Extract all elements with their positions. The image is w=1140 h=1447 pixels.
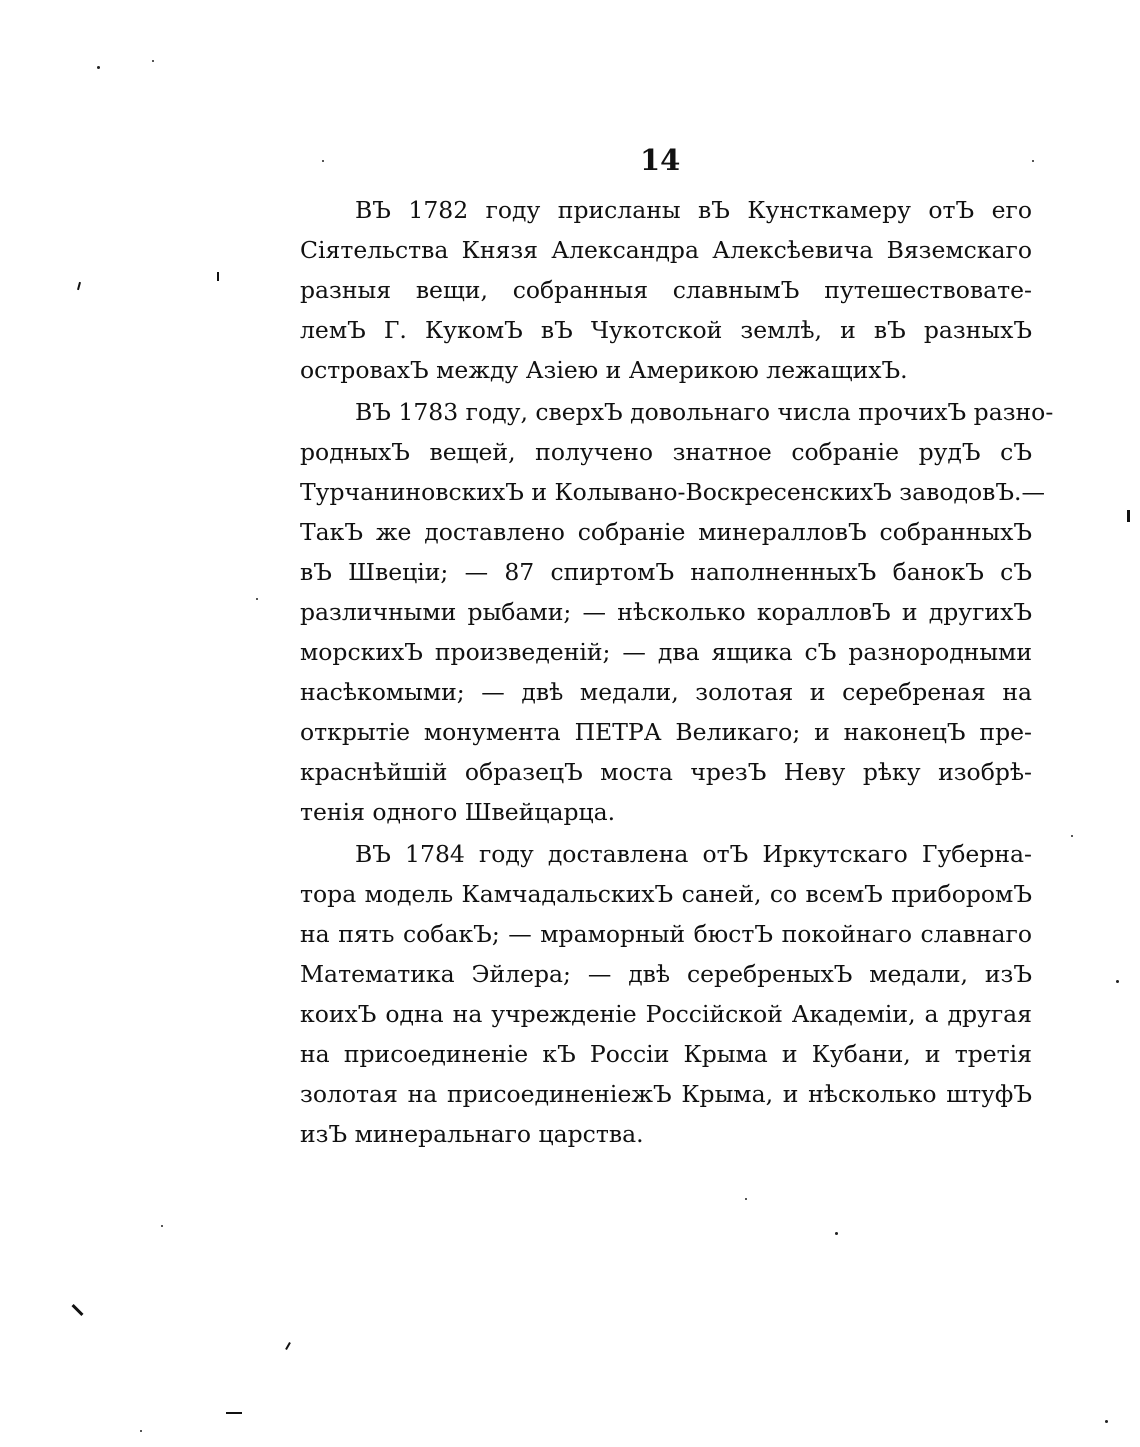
text-line: ВЪ 1783 году, сверхЪ довольнаго числа прочихЪ разно- xyxy=(355,398,1054,426)
paragraph-1782 xyxy=(300,190,1032,390)
text-line: тора модель КамчадальскихЪ саней, со всемЪ приборомЪ xyxy=(300,880,1032,908)
text-line: изЪ минеральнаго царства. xyxy=(300,1120,644,1148)
text-line: коихЪ одна на учрежденіе Россійской Академіи, а другая xyxy=(300,1000,1032,1028)
scan-speck xyxy=(97,66,100,69)
scan-mark xyxy=(285,1342,291,1350)
scan-mark xyxy=(1127,510,1130,522)
text-line: Сіятельства Князя Александра Алексѣевича Вяземскаго xyxy=(300,236,1032,264)
paragraph-1784 xyxy=(300,834,1032,1154)
text-line: ВЪ 1784 году доставлена отЪ Иркутскаго Губерна- xyxy=(355,840,1032,868)
text-line: ТакЪ же доставлено собраніе минералловЪ собранныхЪ xyxy=(300,518,1032,546)
text-line: ВЪ 1782 году присланы вЪ Кунсткамеру отЪ его xyxy=(355,196,1032,224)
scan-mark xyxy=(77,282,81,290)
text-line: открытіе монумента ПЕТРА Великаго; и наконецЪ пре- xyxy=(300,718,1032,746)
text-line: на присоединеніе кЪ Россіи Крыма и Кубани, и третія xyxy=(300,1040,1032,1068)
text-line: золотая на присоединеніежЪ Крыма, и нѣсколько штуфЪ xyxy=(300,1080,1032,1108)
scan-mark xyxy=(217,272,219,281)
scan-mark xyxy=(71,1304,83,1316)
scan-mark xyxy=(226,1412,242,1414)
text-line: тенія одного Швейцарца. xyxy=(300,798,616,826)
text-line: краснѣйшій образецЪ моста чрезЪ Неву рѣку изобрѣ- xyxy=(300,758,1032,786)
scan-speck xyxy=(1105,1420,1108,1423)
scan-speck xyxy=(322,160,324,162)
body-text xyxy=(300,190,1054,1156)
scan-speck xyxy=(140,1430,142,1432)
text-line: Математика Эйлера; — двѣ серебреныхЪ медали, изЪ xyxy=(300,960,1032,988)
text-line: островахЪ между Азіею и Америкою лежащихЪ. xyxy=(300,356,908,384)
text-line: разныя вещи, собранныя славнымЪ путешествовате- xyxy=(300,276,1032,304)
text-line: родныхЪ вещей, получено знатное собраніе рудЪ сЪ xyxy=(300,438,1032,466)
scan-speck xyxy=(835,1232,838,1235)
text-line: лемЪ Г. КукомЪ вЪ Чукотской землѣ, и вЪ разныхЪ xyxy=(300,316,1032,344)
scan-speck xyxy=(745,1198,747,1200)
paragraph-1783 xyxy=(300,392,1054,832)
scan-speck xyxy=(152,60,154,62)
scan-speck xyxy=(161,1225,163,1227)
text-line: на пять собакЪ; — мраморный бюстЪ покойнаго славнаго xyxy=(300,920,1032,948)
text-line: вЪ Швеціи; — 87 спиртомЪ наполненныхЪ банокЪ сЪ xyxy=(300,558,1032,586)
scan-speck xyxy=(1032,160,1034,162)
text-line: морскихЪ произведеній; — два ящика сЪ разнородными xyxy=(300,638,1032,666)
scan-speck xyxy=(1116,980,1119,983)
scan-speck xyxy=(256,598,258,600)
scan-speck xyxy=(1071,835,1073,837)
text-line: ТурчаниновскихЪ и Колывано-ВоскресенскихЪ заводовЪ.— xyxy=(300,478,1046,506)
text-line: различными рыбами; — нѣсколько коралловЪ и другихЪ xyxy=(300,598,1032,626)
text-line: насѣкомыми; — двѣ медали, золотая и серебреная на xyxy=(300,678,1032,706)
page-number: 14 xyxy=(640,143,681,177)
